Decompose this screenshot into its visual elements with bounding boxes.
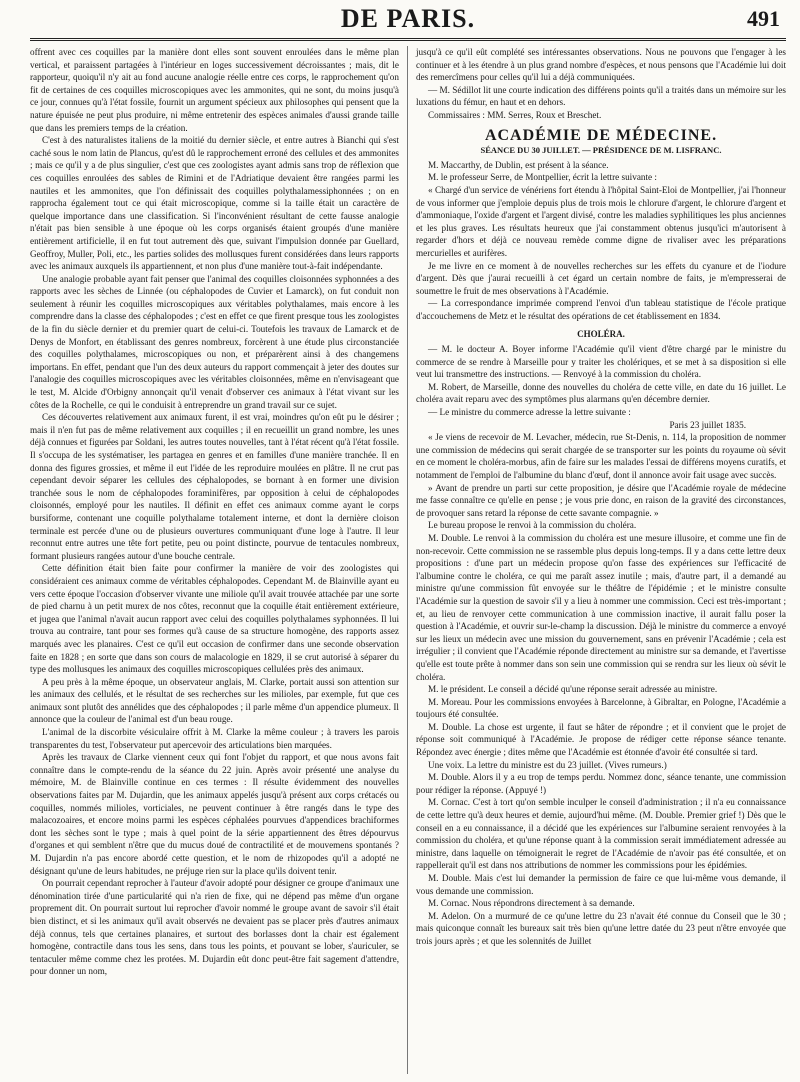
paragraph: Une voix. La lettre du ministre est du 23 juillet. (Vives rumeurs.) xyxy=(428,759,667,770)
article-columns xyxy=(30,46,786,1074)
paragraph: M. Adelon. On a murmuré de ce qu'une lettre du 23 n'avait été connue du Conseil que le 30 ; mais quiconque connaît les bureaux sait très bien qu'une lettre datée du 23 peut n'être envoyée que trois jours après ; et que les solennités de Juillet xyxy=(416,910,786,946)
paragraph: Le bureau propose le renvoi à la commission du choléra. xyxy=(428,520,637,531)
paragraph: M. le professeur Serre, de Montpellier, écrit la lettre suivante : xyxy=(428,172,657,183)
paragraph: M. Cornac. C'est à tort qu'on semble inculper le conseil d'administration ; il n'a eu connaissance de cette lettre qu'à deux heures et demie, aujourd'hui même. (M. Double. Premier grief !) Dès que le conseil en a eu connaissance, il a décidé que les expériences sur l'albumine seraient renvoyées à la commission du choléra, et qu'une réponse quant à la commission serait immédiatement adressée au ministre, dans laquelle on témoignerait le regret de l'Académie de n'avoir pas été consultée, et on rappellerait qu'il est dans nos attributions de nommer les commissions pour les épidémies. xyxy=(416,797,786,871)
paragraph: Ces découvertes relativement aux animaux furent, il est vrai, moindres qu'on eût pu le désirer ; mais il n'en fut pas de même relativement aux coquilles ; il en recueillit un grand nombre, les unes déjà connues et figurées par Soldani, les autres toutes nouvelles, tant à l'état récent qu'à l'état fossile. Il s'occupa de les systématiser, les partagea en genres et en familles d'une manière tranchée. Il en donna des figures grossies, et même il eut l'idée de les reproduire moulées en plâtre. Il ne crut pas cependant devoir séparer les cellules des céphalopodes, se bornant à en former une division tranchée sous le nom de céphalopodes foraminifères, par opposition à celui de céphalopodes cloisonnés, employé pour les nautiles. Il définit en effet ces animaux comme ayant le corps bursiforme, contenant une coquille polythalame totalement interne, et dont la dernière cloison terminale est percée d'une ou de plusieurs ouvertures communiquant d'une loge à l'autre. Il leur reconnut entre autres une tête fort petite, peu ou point distincte, pourvue de tentacules nombreux, formant plusieurs rangées autour d'une bouche centrale. xyxy=(30,412,399,561)
paragraph: M. Robert, de Marseille, donne des nouvelles du choléra de cette ville, en date du 16 juillet. Le choléra avait reparu avec des symptômes plus alarmans qu'en décembre dernier. xyxy=(416,381,786,405)
commissaires-line: Commissaires : MM. Serres, Roux et Breschet. xyxy=(428,109,602,120)
cholera-heading: CHOLÉRA. xyxy=(577,329,625,340)
paragraph: M. Double. Alors il y a eu trop de temps perdu. Nommez donc, séance tenante, une commission pour rédiger la réponse. (Appuyé !) xyxy=(416,772,786,795)
paragraph: jusqu'à ce qu'il eût complété ses intéressantes observations. Nous ne pouvons que l'engager à les continuer et à les étendre à un plus grand nombre d'espèces, et nous pensons que l'Académie lui doit des remercîmens pour celles qu'il lui a déjà communiquées. xyxy=(416,47,786,83)
paragraph: A peu près à la même époque, un observateur anglais, M. Clarke, portait aussi son attention sur les animaux des cellulés, et le résultat de ses recherches sur les milioles, par exemple, fut que ces animaux sont plutôt des annélides que des céphalopodes ; il parle même d'un appendice plumeux. Il annonce que la couleur de l'animal est d'un beau rouge. xyxy=(30,676,399,725)
paragraph: M. le président. Le conseil a décidé qu'une réponse serait adressée au ministre. xyxy=(428,684,718,695)
paragraph: « Je viens de recevoir de M. Levacher, médecin, rue St-Denis, n. 114, la proposition de nommer une commission de médecins qui serait chargée de se transporter sur les points du royaume où sévit en ce moment le choléra-morbus, afin de faire sur les malades l'essai de différens moyens curatifs, et notamment de l'emploi de l'albumine du blanc d'œuf, dont il annonce avoir fait usage avec succès. xyxy=(416,432,786,480)
paragraph: — Le ministre du commerce adresse la lettre suivante : xyxy=(428,407,631,418)
paragraph: Cette définition était bien faite pour confirmer la manière de voir des zoologistes qui considéraient ces animaux comme de véritables céphalopodes. Cependant M. de Blainville ayant eu vers cette époque l'occasion d'observer vivante une miliole qu'il avait trouvée attachée par une sorte de pied charnu à un petit murex de nos côtes, reconnut que la coquille était entièrement extérieure, et jugea que l'animal n'avait aucun rapport avec celui des coquilles polythalames syphonnées. Il lui trouva au contraire, tant pour ses formes qu'à cause de sa structure homogène, des rapports assez marqués avec les planaires. C'est ce qu'il eut occasion de confirmer dans une seconde observation faite en 1828 ; en sorte que dans son cours de malacologie en 1829, il se crut autorisé à séparer du type des mollusques les animaux des coquilles microscopiques cellulées près des animaux. xyxy=(30,563,399,675)
paragraph: — M. Sédillot lit une courte indication des différens points qu'il a traités dans un mémoire sur les luxations du fémur, en haut et en dehors. xyxy=(416,84,786,108)
section-title: ACADÉMIE DE MÉDECINE. xyxy=(484,126,718,144)
right-column xyxy=(408,46,786,1074)
paragraph: M. Double. Mais c'est lui demander la permission de faire ce que lui-même vous demande, il vous demande une commission. xyxy=(416,873,786,896)
paragraph: Après les travaux de Clarke viennent ceux qui font l'objet du rapport, et que nous avons fait connaître dans le compte-rendu de la séance du 22 juin. Après avoir présenté une analyse du mémoire, M. de Blainville continue en ces termes : Il résulte évidemment des nouvelles observations faites par M. Dujardin, que les animaux appelés jusqu'à présent aux corps crétacés ou coquilles, nommés milioles, vorticiales, ne peuvent continuer à être rangés dans le type des malacozoaires, et encore moins parmi les espèces céphalées pourvues d'appendices brachiformes dont les sèches sont le type ; mais à quel point de la série appartiennent des êtres dépourvus d'organes et qui semblent n'être que du mucus doué de contractilité et de mouvemens spontanés ? M. Dujardin n'a pas encore abordé cette question, et le nom de rhizopodes qu'il a adopté ne désignant qu'une de leurs habitudes, ne préjuge rien sur la place qu'ils doivent tenir. xyxy=(30,752,399,876)
left-column xyxy=(30,46,408,1074)
letter-dateline: Paris 23 juillet 1835. xyxy=(669,419,746,430)
paragraph: » Avant de prendre un parti sur cette proposition, je désire que l'Académie royale de médecine me fasse connaître ce qu'elle en pense ; je vous prie donc, en raison de la gravité des circonstances, de provoquer sans retard la réponse de cette savante compagnie. » xyxy=(416,482,786,518)
paragraph: — M. le docteur A. Boyer informe l'Académie qu'il vient d'être chargé par le ministre du commerce de se rendre à Marseille pour y traiter les cholériques, et se met à sa disposition si elle veut lui transmettre des instructions. — Renvoyé à la commission du choléra. xyxy=(416,344,786,380)
page-number: 491 xyxy=(747,6,780,31)
running-title: DE PARIS. xyxy=(340,4,476,33)
paragraph: M. Moreau. Pour les commissions envoyées à Barcelonne, à Gibraltar, en Pologne, l'Académie a toujours été consultée. xyxy=(416,696,786,720)
paragraph: L'animal de la discorbite vésiculaire offrit à M. Clarke la même couleur ; à travers les parois transparentes du test, l'observateur put apercevoir des articulations bien marquées. xyxy=(30,727,399,750)
paragraph: M. Cornac. Nous répondrons directement à sa demande. xyxy=(428,898,635,909)
paragraph: M. Double. Le renvoi à la commission du choléra est une mesure illusoire, et comme une fin de non-recevoir. Cette commission ne se rassemble plus depuis long-temps. Il y a dans cette lettre deux propositions : d'une part un médecin propose qu'on fasse des expériences sur l'efficacité de l'albumine contre le choléra, ce qui me paraît assez inutile ; mais, d'autre part, il a demandé au ministre qu'une commission fût envoyée sur le théâtre de l'épidémie ; et le ministre consulte l'Académie sur la question de savoir s'il y a lieu à nommer une commission. Ceci est très-important ; et, au lieu de renvoyer cette communication à une commission inactive, il aurait fallu poser la question à l'Académie, et ouvrir sur-le-champ la discussion. Déjà le ministre du commerce a envoyé sur les lieux un médecin avec une mission du gouvernement, sans en prévenir l'Académie ; cela est irrégulier ; il convient que l'Académie réponde directement au ministre sur sa demande, et l'avertisse qu'elle est toute prête à nommer dans son sein une commission qui se rendra sur les lieux où sévit le choléra. xyxy=(416,532,786,682)
paragraph: Une analogie probable ayant fait penser que l'animal des coquilles cloisonnées syphonnées a des rapports avec les sèches de Linnée (ou céphalopodes de Cuvier et Lamarck), on fut conduit non seulement à réunir les coquilles microscopiques aux véritables polythalames, mais encore à les comprendre dans la classe des céphalopodes ; c'est en effet ce que firent presque tous les zoologistes de la fin du siècle dernier et du premier quart de celui-ci. Toutefois les travaux de Lamarck et de Denys de Monfort, en établissant des genres nombreux, forcèrent à une étude plus circonstanciée des coquilles polythalames, microscopiques ou non, et préparèrent ainsi à des changemens importans. En effet, pendant que l'un des deux auteurs du rapport commençait à jeter des doutes sur l'analogie des coquilles microscopiques avec les véritables cloisonnées, même en n'envisageant que le test, M. Alcide d'Orbigny annonçait qu'il venait d'observer ces animaux à l'état vivant sur les côtes de la Rochelle, ce qui le conduisit à entreprendre un grand travail sur ce sujet. xyxy=(30,273,399,410)
paragraph: — La correspondance imprimée comprend l'envoi d'un tableau statistique de l'école pratique d'accouchemens de Metz et le résultat des opérations de cet établissement en 1834. xyxy=(416,298,786,321)
paragraph: Je me livre en ce moment à de nouvelles recherches sur les effets du cyanure et de l'iodure d'argent. Dès que j'aurai recueilli à cet égard un certain nombre de faits, je m'empresserai de soumettre le fruit de mes observations à l'Académie. xyxy=(416,260,786,296)
paragraph: On pourrait cependant reprocher à l'auteur d'avoir adopté pour désigner ce groupe d'animaux une dénomination tirée d'une particularité qui n'a rien de fixe, qui ne dépend pas même d'un organe proprement dit. On pourrait surtout lui reprocher d'avoir nommé le groupe avant de savoir s'il était bien distinct, et si les animaux qu'il avait observés ne devaient pas se placer près d'autres animaux déjà connus, tels que certaines planaires, et surtout des borlasses dont la chair est également homogène, contractile dans tous les sens, dans tous les points, et pouvant se lober, s'auriculer, se tentaculer même comme chez les protées. M. Dujardin eût donc peut-être fait sagement d'attendre, pour donner un nom, xyxy=(30,878,399,977)
paragraph: C'est à des naturalistes italiens de la moitié du dernier siècle, et entre autres à Bianchi qui s'est caché sous le nom latin de Plancus, qu'est dû le rapprochement erroné des cellules et des ammonites ; mais ce qu'il y a de plus singulier, c'est que ces zoologistes ayant admis sans trop de réflexion que ces coquilles enroulées des sables de Rimini et de l'Adriatique devaient être rangées parmi les nautiles et les ammonites, que l'on définissait des coquilles polythalamessiphonnées ; on en rapprocha également tout ce qui était microscopique, comme si la taille était un caractère de quelque importance dans une classification. Si l'inconvénient résultant de cette fausse analogie n'était pas bien sensible à une époque où les corps organisés étaient groupés d'une manière entièrement artificielle, il en fut tout autrement dès que, suivant l'impulsion donnée par Guellard, Geoffroy, Muller, Poli, etc., les parties solides des mollusques furent considérées dans leurs rapports avec les animaux auxquels ils appartiennent, et non plus d'une manière tout-à-fait indépendante. xyxy=(30,135,399,272)
session-line: SÉANCE DU 30 JUILLET. — PRÉSIDENCE DE M. LISFRANC. xyxy=(480,145,722,156)
page-header xyxy=(30,0,786,41)
paragraph: M. Maccarthy, de Dublin, est présent à la séance. xyxy=(428,159,609,170)
paragraph: offrent avec ces coquilles par la manière dont elles sont souvent enroulées dans le même plan vertical, et paraissent partagées à l'intérieur en loges successivement décroissantes ; mais, dit le rapporteur, quoiqu'il n'y ait au fond aucune analogie réelle entre ces corps, le rapprochement qu'on fit de certaines de ces coquilles microscopiques avec les ammonites, qui ne sont, du moins jusqu'à ce jour, connues qu'à l'état fossile, fournit un argument spécieux aux philosophes qui pensent que la nature épuisée ne peut plus produire, ni même entretenir des espèces animales d'aussi grande taille que dans les premiers temps de la création. xyxy=(30,47,399,133)
paragraph: M. Double. La chose est urgente, il faut se hâter de répondre ; et il convient que le projet de réponse soit communiqué à l'Académie. Je propose de rédiger cette réponse séance tenante. Répondez avec énergie ; dites même que l'Académie est étonnée d'avoir été consultée si tard. xyxy=(416,721,786,758)
paragraph: « Chargé d'un service de vénériens fort étendu à l'hôpital Saint-Eloi de Montpellier, j'ai l'honneur de vous informer que j'emploie depuis plus de trois mois le chlorure d'argent, le chlorure d'argent et d'ammoniaque, l'oxide d'argent et l'argent divisé, contre les maladies syphilitiques les plus anciennes et les plus graves. Les résultats heureux que j'ai constamment obtenus jusqu'ici m'autorisent à regarder d'hors et déjà ce nouveau remède comme digne de rivaliser avec les préparations mercurielles et aurifères. xyxy=(416,184,786,258)
